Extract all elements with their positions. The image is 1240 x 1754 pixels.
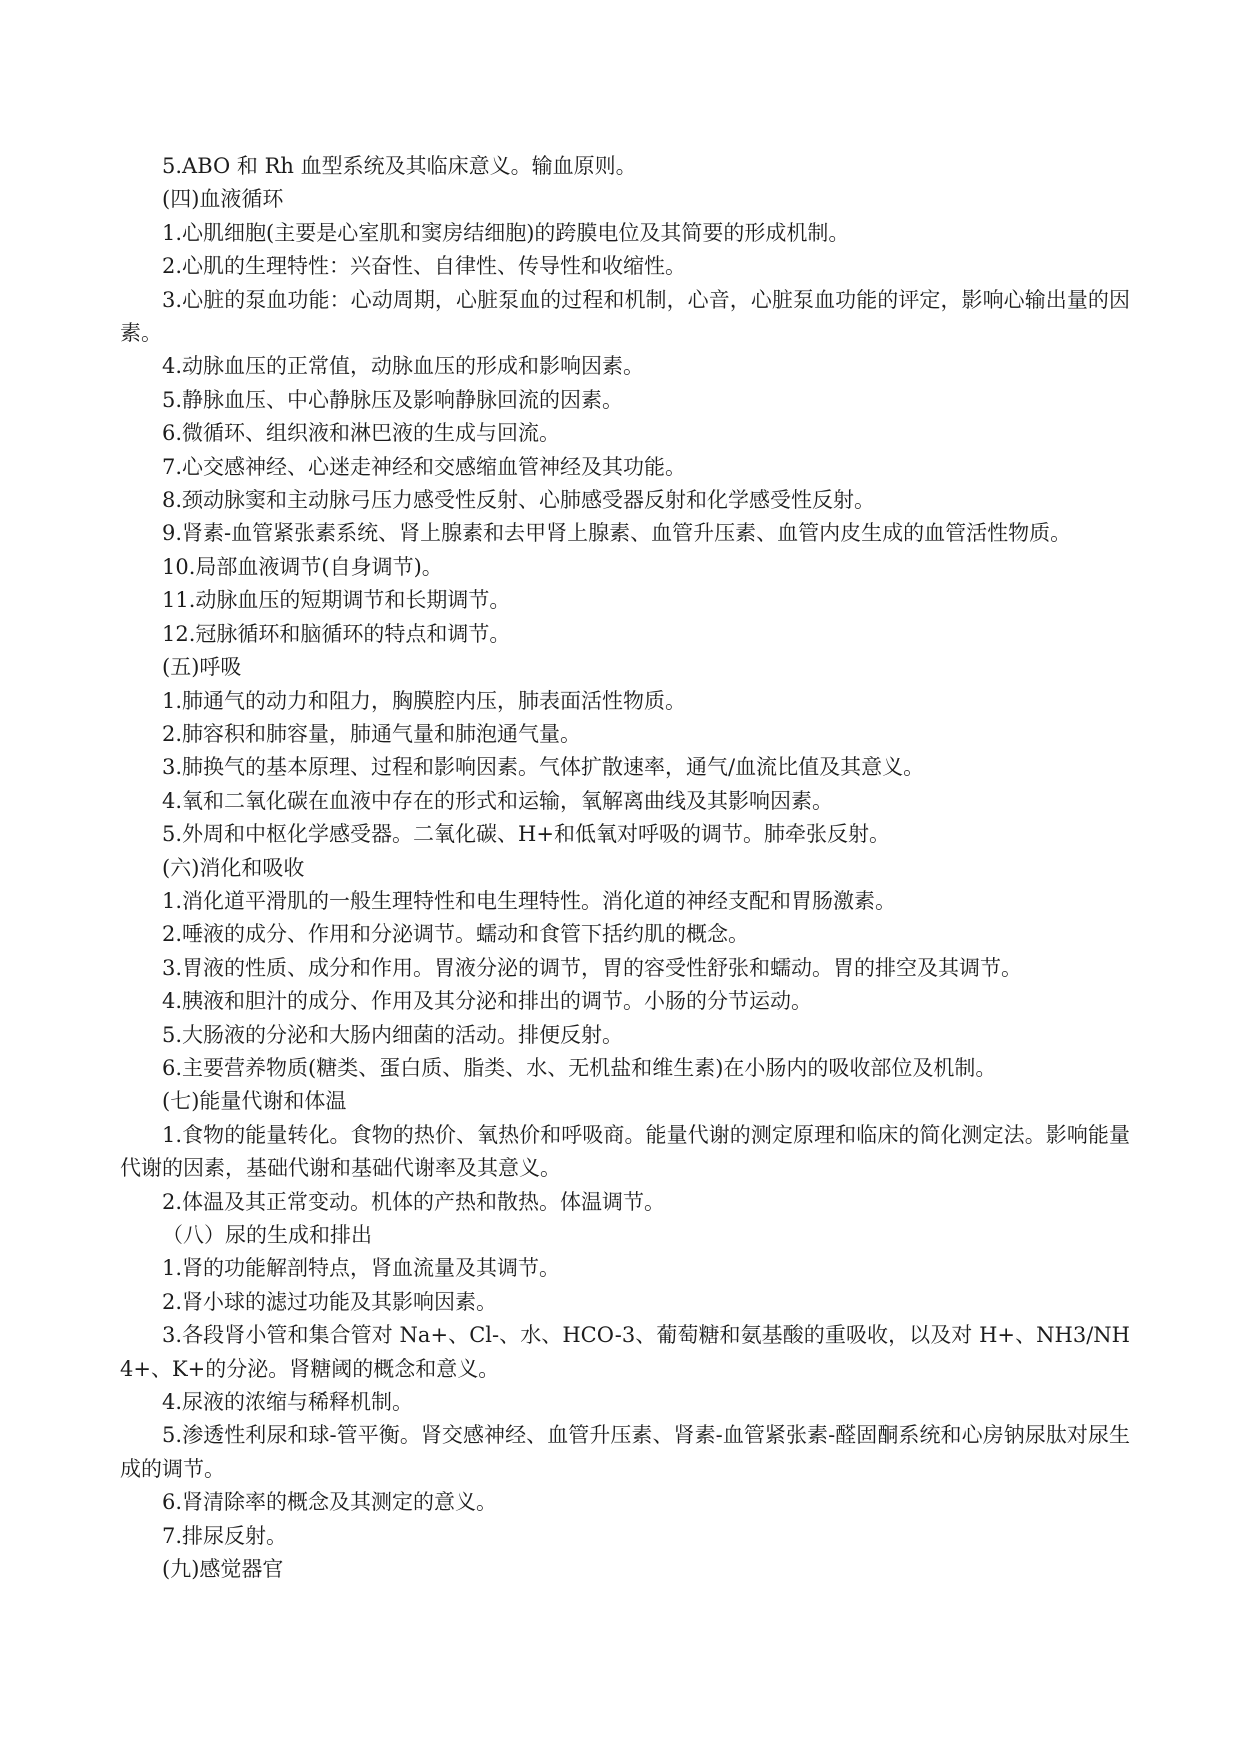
list-item: 2.体温及其正常变动。机体的产热和散热。体温调节。 xyxy=(162,1189,666,1214)
list-item: 8.颈动脉窦和主动脉弓压力感受性反射、心肺感受器反射和化学感受性反射。 xyxy=(162,488,876,513)
section-heading: (九)感觉器官 xyxy=(162,1557,284,1582)
section-heading: （八）尿的生成和排出 xyxy=(162,1223,372,1247)
list-item: 3.胃液的性质、成分和作用。胃液分泌的调节，胃的容受性舒张和蠕动。胃的排空及其调节。 xyxy=(162,955,1023,980)
list-item: 4.氧和二氧化碳在血液中存在的形式和运输，氧解离曲线及其影响因素。 xyxy=(162,788,834,813)
list-item: 2.心肌的生理特性：兴奋性、自律性、传导性和收缩性。 xyxy=(162,254,687,279)
list-item: 2.肺容积和肺容量，肺通气量和肺泡通气量。 xyxy=(162,721,582,746)
list-item: 6.微循环、组织液和淋巴液的生成与回流。 xyxy=(162,421,561,446)
list-item: 1.消化道平滑肌的一般生理特性和电生理特性。消化道的神经支配和胃肠激素。 xyxy=(162,888,897,913)
list-item: 2.肾小球的滤过功能及其影响因素。 xyxy=(162,1289,498,1314)
list-item: 6.主要营养物质(糖类、蛋白质、脂类、水、无机盐和维生素)在小肠内的吸收部位及机制。 xyxy=(162,1055,997,1080)
list-item: 1.肾的功能解剖特点，肾血流量及其调节。 xyxy=(162,1256,561,1281)
list-item: 3.肺换气的基本原理、过程和影响因素。气体扩散速率，通气/血流比值及其意义。 xyxy=(162,755,925,780)
section-heading: (四)血液循环 xyxy=(162,187,284,212)
list-item: 7.排尿反射。 xyxy=(162,1523,288,1548)
list-item: 10.局部血液调节(自身调节)。 xyxy=(162,554,443,579)
section-heading: (七)能量代谢和体温 xyxy=(162,1089,347,1114)
list-item: 3.心脏的泵血功能：心动周期，心脏泵血的过程和机制，心音，心脏泵血功能的评定，影响心输出量的因素。 xyxy=(120,287,1130,346)
list-item: 5.外周和中枢化学感受器。二氧化碳、H+和低氧对呼吸的调节。肺牵张反射。 xyxy=(162,822,890,847)
list-item: 2.唾液的成分、作用和分泌调节。蠕动和食管下括约肌的概念。 xyxy=(162,922,750,947)
list-item: 11.动脉血压的短期调节和长期调节。 xyxy=(162,588,511,613)
list-item: 4.胰液和胆汁的成分、作用及其分泌和排出的调节。小肠的分节运动。 xyxy=(162,989,813,1014)
list-item: 1.肺通气的动力和阻力，胸膜腔内压，肺表面活性物质。 xyxy=(162,688,687,713)
list-item: 3.各段肾小管和集合管对 Na+、Cl-、水、HCO-3、葡萄糖和氨基酸的重吸收，以及对 H+、NH3/NH4+、K+的分泌。肾糖阈的概念和意义。 xyxy=(120,1323,1130,1381)
list-item: 5.静脉血压、中心静脉压及影响静脉回流的因素。 xyxy=(162,387,624,412)
list-item: 1.食物的能量转化。食物的热价、氧热价和呼吸商。能量代谢的测定原理和临床的简化测定法。影响能量代谢的因素，基础代谢和基础代谢率及其意义。 xyxy=(120,1122,1130,1181)
list-item: 5.渗透性利尿和球-管平衡。肾交感神经、血管升压素、肾素-血管紧张素-醛固酮系统和心房钠尿肽对尿生成的调节。 xyxy=(120,1423,1130,1481)
list-item: 6.肾清除率的概念及其测定的意义。 xyxy=(162,1490,498,1515)
list-item: 1.心肌细胞(主要是心室肌和窦房结细胞)的跨膜电位及其简要的形成机制。 xyxy=(162,220,850,245)
list-item: 5.ABO 和 Rh 血型系统及其临床意义。输血原则。 xyxy=(162,154,637,178)
section-heading: (五)呼吸 xyxy=(162,655,242,680)
list-item: 4.动脉血压的正常值，动脉血压的形成和影响因素。 xyxy=(162,354,645,379)
list-item: 7.心交感神经、心迷走神经和交感缩血管神经及其功能。 xyxy=(162,454,687,479)
list-item: 9.肾素-血管紧张素系统、肾上腺素和去甲肾上腺素、血管升压素、血管内皮生成的血管活性物质。 xyxy=(162,521,1072,546)
list-item: 4.尿液的浓缩与稀释机制。 xyxy=(162,1390,414,1415)
list-item: 5.大肠液的分泌和大肠内细菌的活动。排便反射。 xyxy=(162,1022,624,1047)
document-body xyxy=(120,150,1130,1586)
section-heading: (六)消化和吸收 xyxy=(162,855,305,880)
list-item: 12.冠脉循环和脑循环的特点和调节。 xyxy=(162,621,511,646)
